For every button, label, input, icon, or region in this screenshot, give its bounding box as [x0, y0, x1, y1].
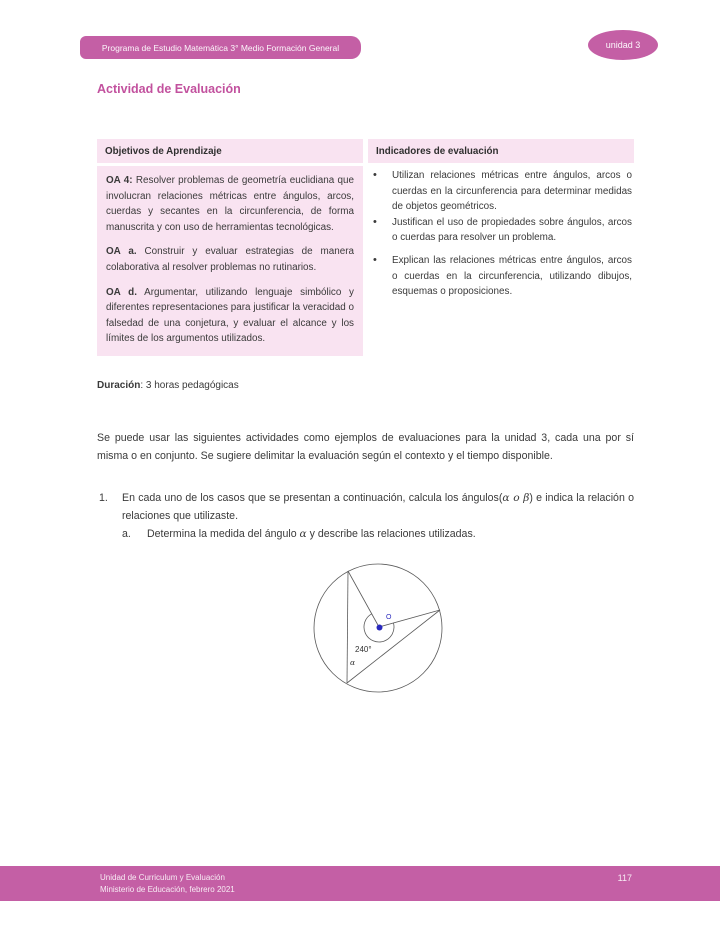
oa-4-paragraph	[106, 173, 354, 235]
list-item-1a	[122, 526, 634, 544]
oa-d-label: OA d.	[106, 286, 137, 298]
footer-line-1: Unidad de Curriculum y Evaluación	[100, 873, 225, 882]
list-item-1a-letter: a.	[122, 528, 131, 540]
radius-to-top	[348, 571, 379, 627]
page-number: 117	[617, 873, 632, 883]
header-banner	[80, 36, 361, 59]
page-footer	[0, 866, 720, 901]
list-item-1a-text	[147, 526, 634, 544]
oa-d-paragraph	[106, 285, 354, 347]
objetivos-body	[97, 166, 363, 356]
chord-left	[347, 571, 348, 683]
indicadores-column	[368, 139, 634, 356]
oa-4-label: OA 4:	[106, 175, 133, 186]
indicadores-list	[368, 166, 634, 300]
list-item-1-text-a: En cada uno de los casos que se presentan a continuación, calcula los ángulos(	[122, 492, 503, 504]
center-point	[377, 625, 383, 631]
oa-a-text: Construir y evaluar estrategias de manera colaborativa al resolver problemas no rutinarios.	[106, 246, 354, 273]
list-item-1-text-b: ) e indica la relación o relaciones que utilizaste.	[122, 492, 634, 522]
indicador-item: • Utilizan relaciones métricas entre ángulos, arcos o cuerdas en la circunferencia para determinar medidas de objetos geométricos.	[368, 168, 632, 215]
list-item-1	[99, 490, 634, 525]
objetivos-column	[97, 139, 363, 356]
indicador-item: • Explican las relaciones métricas entre ángulos, arcos o cuerdas en la circunferencia, utilizando dibujos, esquemas o proposiciones.	[368, 253, 632, 300]
intro-paragraph: Se puede usar las siguientes actividades como ejemplos de evaluaciones para la unidad 3, cada una por sí misma o en conjunto. Se sugiere delimitar la evaluación según el contexto y el tiempo disponible.	[97, 432, 634, 462]
alpha-beta-math: α o β	[502, 492, 530, 504]
indicadores-header: Indicadores de evaluación	[368, 139, 634, 163]
program-label: Programa de Estudio Matemática 3° Medio Formación General	[101, 42, 340, 53]
list-item-1a-text-a: Determina la medida del ángulo	[147, 528, 300, 540]
alpha-math: α	[299, 528, 307, 540]
list-item-1a-text-b: y describe las relaciones utilizadas.	[306, 528, 476, 540]
central-angle-label: 240°	[355, 645, 372, 654]
oa-d-text: Argumentar, utilizando lenguaje simbólico y diferentes representaciones para justificar la veracidad o falsedad de una conjetura, y evaluar el alcance y los límites de los argumentos utilizados.	[106, 286, 354, 345]
footer-line-2: Ministerio de Educación, febrero 2021	[100, 884, 235, 894]
alpha-angle-label: α	[350, 658, 356, 667]
center-label: O	[386, 614, 392, 621]
page-title: Actividad de Evaluación	[97, 82, 241, 96]
oa-4-text: Resolver problemas de geometría euclidiana que involucran relaciones métricas entre ángulos, arcos, cuerdas y secantes en la circunferencia, de forma manuscrita y con uso de herramientas tecnológicas.	[106, 175, 354, 233]
duration-value: : 3 horas pedagógicas	[140, 380, 239, 391]
unit-badge-label: unidad 3	[605, 40, 641, 50]
list-item-1-text	[122, 490, 634, 525]
oa-a-paragraph	[106, 244, 354, 275]
list-item-1-number: 1.	[99, 492, 108, 504]
duration-label: Duración	[97, 380, 141, 391]
footer-credits	[100, 872, 235, 901]
circle-geometry-diagram	[280, 556, 480, 704]
duration-line	[97, 380, 239, 391]
indicador-item: • Justifican el uso de propiedades sobre ángulos, arcos o cuerdas para resolver un problema.	[368, 215, 632, 246]
oa-a-label: OA a.	[106, 246, 137, 258]
objetivos-header: Objetivos de Aprendizaje	[97, 139, 363, 163]
unit-badge	[588, 30, 658, 60]
evaluation-table	[97, 139, 634, 356]
